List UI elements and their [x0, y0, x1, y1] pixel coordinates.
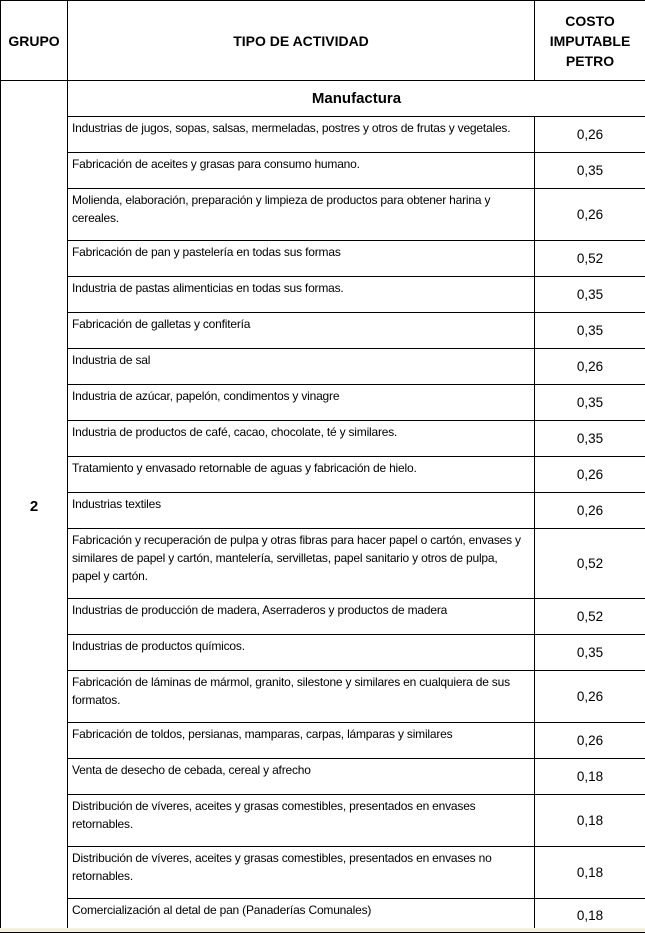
table-row [1, 599, 645, 635]
table-row [1, 241, 645, 277]
activity-cell: Molienda, elaboración, preparación y limpieza de productos para obtener harina y cereales. [68, 189, 535, 241]
cost-cell: 0,35 [535, 385, 645, 421]
cost-cell: 0,35 [535, 153, 645, 189]
activity-cell: Fabricación de toldos, persianas, mamparas, carpas, lámparas y similares [68, 723, 535, 759]
header-grupo: GRUPO [1, 1, 68, 81]
section-title: Manufactura [68, 81, 645, 117]
activity-cell: Industrias de producción de madera, Aserraderos y productos de madera [68, 599, 535, 635]
section-row [1, 81, 645, 117]
activity-cell: Fabricación de galletas y confitería [68, 313, 535, 349]
activity-cell: Industria de productos de café, cacao, chocolate, té y similares. [68, 421, 535, 457]
cost-cell: 0,26 [535, 117, 645, 153]
table-row [1, 421, 645, 457]
activity-cell: Industria de pastas alimenticias en todas sus formas. [68, 277, 535, 313]
cost-cell: 0,52 [535, 529, 645, 599]
group-number: 2 [1, 81, 68, 933]
cost-cell: 0,35 [535, 313, 645, 349]
cost-cell: 0,52 [535, 241, 645, 277]
activity-cell: Comercialización al detal de pan (Panaderías Comunales) [68, 899, 535, 933]
cost-cell: 0,35 [535, 421, 645, 457]
header-costo [535, 1, 645, 81]
cost-cell: 0,18 [535, 759, 645, 795]
activity-cell: Fabricación de aceites y grasas para consumo humano. [68, 153, 535, 189]
table-row [1, 277, 645, 313]
table-row [1, 493, 645, 529]
table-row [1, 153, 645, 189]
table-row [1, 385, 645, 421]
cost-cell: 0,26 [535, 189, 645, 241]
cost-cell: 0,26 [535, 671, 645, 723]
table-header-row [1, 1, 645, 81]
table-row [1, 117, 645, 153]
activity-cell: Fabricación y recuperación de pulpa y otras fibras para hacer papel o cartón, envases y similares de papel y cartón, mantelería, servilletas, papel sanitario y otros de pulpa, papel y cartón. [68, 529, 535, 599]
activity-cell: Industrias de productos químicos. [68, 635, 535, 671]
table-row [1, 529, 645, 599]
header-costo-line: PETRO [535, 51, 645, 71]
activity-cell: Industrias de jugos, sopas, salsas, mermeladas, postres y otros de frutas y vegetales. [68, 117, 535, 153]
table-row [1, 457, 645, 493]
table-row [1, 847, 645, 899]
table-row [1, 671, 645, 723]
activity-cell: Industria de sal [68, 349, 535, 385]
cost-cell: 0,26 [535, 493, 645, 529]
page-bottom-edge [0, 928, 645, 932]
activity-cell: Fabricación de pan y pastelería en todas sus formas [68, 241, 535, 277]
activity-cell: Industrias textiles [68, 493, 535, 529]
activity-cell: Venta de desecho de cebada, cereal y afrecho [68, 759, 535, 795]
table-row [1, 349, 645, 385]
table-row [1, 723, 645, 759]
header-costo-line: COSTO [535, 11, 645, 31]
cost-cell: 0,18 [535, 847, 645, 899]
activity-cell: Distribución de víveres, aceites y grasas comestibles, presentados en envases retornables. [68, 795, 535, 847]
cost-cell: 0,52 [535, 599, 645, 635]
cost-cell: 0,35 [535, 635, 645, 671]
activity-cell: Fabricación de láminas de mármol, granito, silestone y similares en cualquiera de sus formatos. [68, 671, 535, 723]
header-costo-line: IMPUTABLE [535, 31, 645, 51]
cost-cell: 0,26 [535, 457, 645, 493]
cost-cell: 0,35 [535, 277, 645, 313]
activity-cell: Tratamiento y envasado retornable de aguas y fabricación de hielo. [68, 457, 535, 493]
table-row [1, 635, 645, 671]
table-row [1, 795, 645, 847]
cost-cell: 0,18 [535, 899, 645, 933]
cost-cell: 0,26 [535, 723, 645, 759]
table-row [1, 759, 645, 795]
header-tipo-actividad: TIPO DE ACTIVIDAD [68, 1, 535, 81]
table-row [1, 313, 645, 349]
cost-cell: 0,18 [535, 795, 645, 847]
activity-cell: Distribución de víveres, aceites y grasas comestibles, presentados en envases no retornables. [68, 847, 535, 899]
cost-cell: 0,26 [535, 349, 645, 385]
activity-cell: Industria de azúcar, papelón, condimentos y vinagre [68, 385, 535, 421]
table-row [1, 189, 645, 241]
